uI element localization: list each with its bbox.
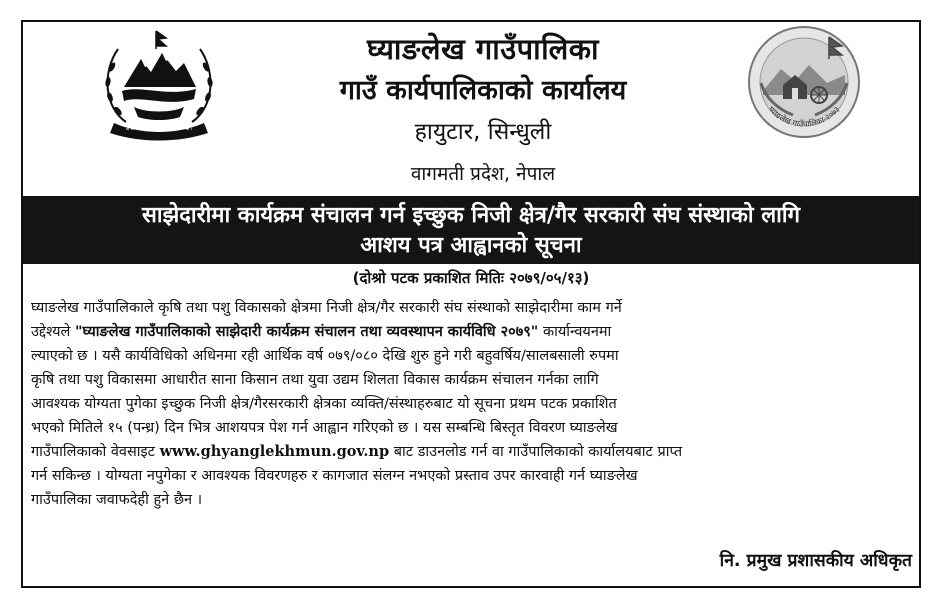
procedure-title: "घ्याङलेख गाउँपालिकाको साझेदारी कार्यक्रम संचालन तथा व्यवस्थापन कार्यविधि २०७९": [74, 324, 539, 340]
office-location: हायुटार, सिन्धुली: [414, 119, 552, 145]
publication-date-note: (दोश्रो पटक प्रकाशित मितिः २०७९/०५/१३): [352, 269, 590, 287]
body-line: कृषि तथा पशु विकासमा आधारीत साना किसान तथा युवा उद्यम शिलता विकास कार्यक्रम संचालन गर्नका लागि: [31, 372, 599, 388]
body-line: आवश्यक योग्यता पुगेका इच्छुक निजी क्षेत्र/गैरसरकारी क्षेत्रका व्यक्ति/संस्थाहरुबाट यो सूचना प्रथम पटक प्रकाशित: [31, 396, 617, 412]
notice-title-banner: [23, 196, 919, 264]
body-line: [31, 440, 913, 464]
body-line: गर्न सकिन्छ । योग्यता नपुगेका र आवश्यक विवरणहरु र कागजात संलग्न नभएको प्रस्ताव उपर कारवाही गर्न घ्याङलेख: [31, 468, 638, 484]
notice-body: [31, 296, 913, 512]
province-country: वागमती प्रदेश, नेपाल: [410, 163, 556, 185]
office-name: गाउँ कार्यपालिकाको कार्यालय: [339, 75, 627, 106]
signatory-title: नि. प्रमुख प्रशासकीय अधिकृत: [719, 551, 912, 571]
body-text-segment: उद्देश्यले: [31, 324, 75, 340]
body-line: ल्याएको छ । यसै कार्यविधिको अधिनमा रही आर्थिक वर्ष ०७९/०८० देखि शुरु हुने गरी बहुवर्षिय/सालबसाली रुपमा: [31, 348, 619, 364]
body-text-segment: गाउँपालिकाको वेवसाइट: [31, 444, 160, 460]
body-line: [31, 320, 913, 344]
notice-title-line1: साझेदारीमा कार्यक्रम संचालन गर्न इच्छुक निजी क्षेत्र/गैर सरकारी संघ संस्थाको लागि: [142, 203, 800, 228]
body-line: भएको मितिले १५ (पन्ध्र) दिन भित्र आशयपत्र पेश गर्न आह्वान गरिएको छ । यस सम्बन्धि बिस्तृत विवरण घ्याङलेख: [31, 420, 618, 436]
body-line: घ्याङलेख गाउँपालिकाले कृषि तथा पशु विकासको क्षेत्रमा निजी क्षेत्र/गैर सरकारी संघ संस्थाको साझेदारीमा काम गर्ने: [31, 300, 622, 316]
body-text-segment: बाट डाउनलोड गर्न वा गाउँपालिकाको कार्यालयबाट प्राप्त: [389, 444, 683, 460]
municipality-name: घ्याङलेख गाउँपालिका: [366, 32, 600, 66]
notice-title-line2: आशय पत्र आह्वानको सूचना: [360, 233, 582, 258]
body-text-segment: कार्यान्वयनमा: [538, 324, 612, 340]
website-link[interactable]: www.ghyanglekhmun.gov.np: [159, 443, 390, 460]
body-line: गाउँपालिका जवाफदेही हुने छैन ।: [31, 492, 203, 508]
right-logo-caption: घ्याङलेख गाउँपालिका-२०७३: [766, 104, 842, 129]
